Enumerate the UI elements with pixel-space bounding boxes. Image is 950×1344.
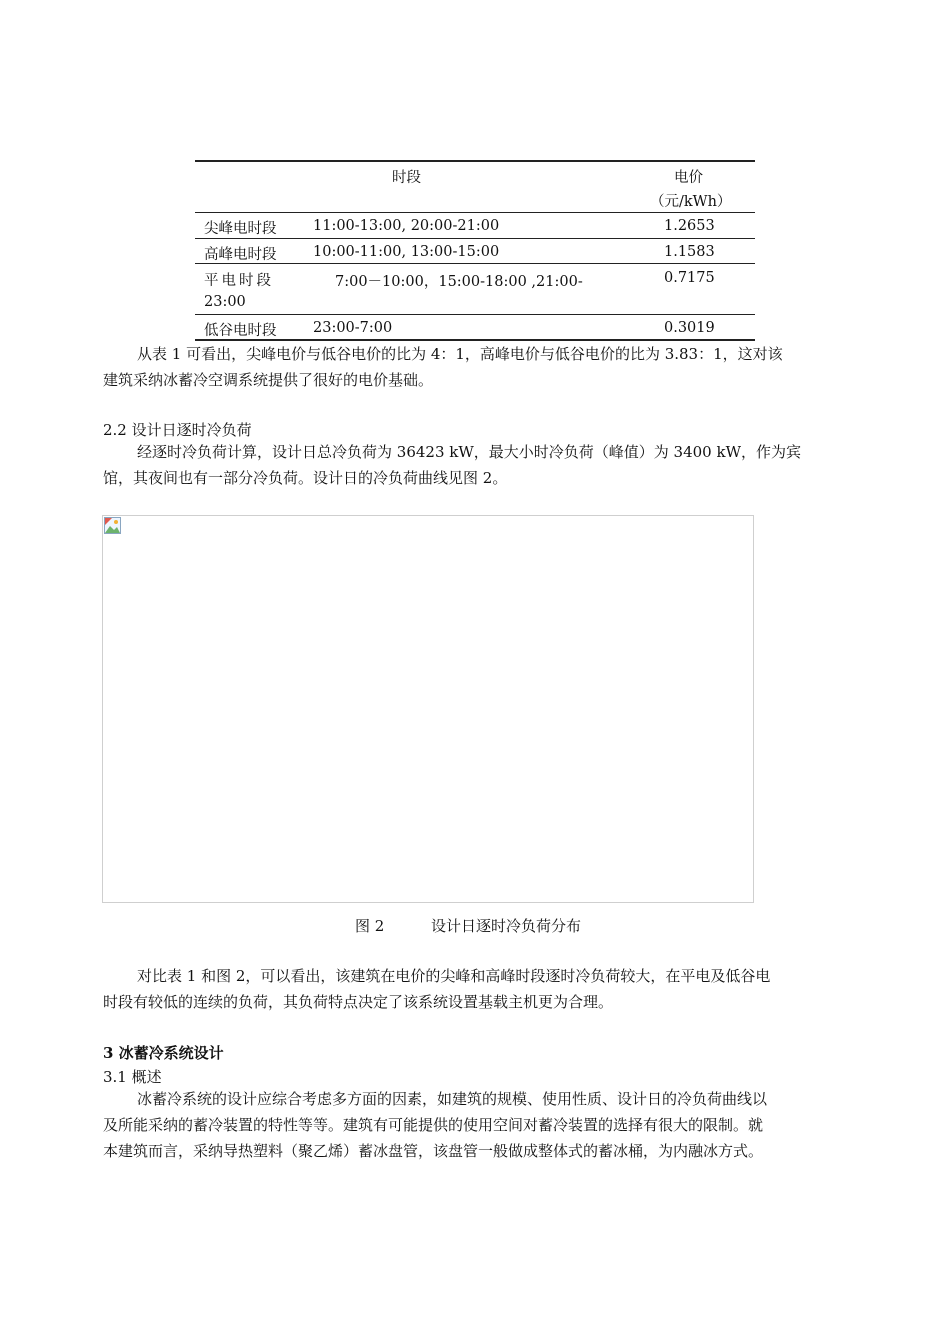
table-header-rule (195, 212, 755, 213)
paragraph-line: 时段有较低的连续的负荷，其负荷特点决定了该系统设置基载主机更为合理。 (103, 993, 614, 1011)
paragraph-line: 经逐时冷负荷计算，设计日总冷负荷为 36423 kW，最大小时冷负荷（峰值）为 3400 kW，作为宾 (137, 443, 801, 461)
figure-caption-text: 设计日逐时冷负荷分布 (431, 917, 582, 935)
row-label: 尖峰电时段 (204, 221, 277, 237)
paragraph-comparison (103, 963, 853, 1015)
row-price: 1.2653 (664, 218, 715, 234)
row-periods: 11:00-13:00, 20:00-21:00 (313, 218, 500, 234)
row-label: 高峰电时段 (204, 247, 277, 263)
table-row-rule (195, 263, 755, 264)
row-periods: 7:00－10:00，15:00-18:00 ,21:00- (335, 274, 583, 290)
paragraph-line: 本建筑而言，采纳导热塑料（聚乙烯）蓄冰盘管，该盘管一般做成整体式的蓄冰桶，为内融冰方式。 (103, 1142, 764, 1160)
section-heading-3-1: 3.1 概述 (103, 1068, 162, 1086)
figure-caption-number: 图 2 (355, 917, 385, 935)
table-row-rule (195, 238, 755, 239)
paragraph-line: 及所能采纳的蓄冷装置的特性等等。建筑有可能提供的使用空间对蓄冷装置的选择有很大的限制。就 (103, 1116, 764, 1134)
row-price: 0.7175 (664, 270, 715, 286)
table-header-period: 时段 (392, 170, 421, 186)
section-heading-3: 3 冰蓄冷系统设计 (103, 1044, 224, 1062)
table-top-rule (195, 160, 755, 162)
paragraph-line: 馆，其夜间也有一部分冷负荷。设计日的冷负荷曲线见图 2。 (103, 469, 508, 487)
section-heading-2-2: 2.2 设计日逐时冷负荷 (103, 421, 252, 439)
row-price: 0.3019 (664, 320, 715, 336)
paragraph-cooling-load (103, 439, 853, 491)
paragraph-line: 冰蓄冷系统的设计应综合考虑多方面的因素，如建筑的规模、使用性质、设计日的冷负荷曲线以 (137, 1090, 768, 1108)
row-label: 低谷电时段 (204, 323, 277, 339)
paragraph-price-ratio (103, 341, 853, 393)
row-periods: 23:00-7:00 (313, 320, 393, 336)
paragraph-overview (103, 1086, 853, 1164)
row-periods-continued: 23:00 (204, 294, 246, 310)
paragraph-line: 从表 1 可看出，尖峰电价与低谷电价的比为 4：1，高峰电价与低谷电价的比为 3.83：1，这对该 (137, 345, 783, 363)
paragraph-line: 对比表 1 和图 2，可以看出，该建筑在电价的尖峰和高峰时段逐时冷负荷较大，在平电及低谷电 (137, 967, 771, 985)
row-periods: 10:00-11:00, 13:00-15:00 (313, 244, 500, 260)
row-label: 平电时段 (204, 273, 274, 289)
paragraph-line: 建筑采纳冰蓄冷空调系统提供了很好的电价基础。 (103, 371, 434, 389)
table-header-unit: （元/kWh） (650, 194, 732, 210)
row-price: 1.1583 (664, 244, 715, 260)
table-header-price: 电价 (674, 170, 703, 186)
figure-2-placeholder (102, 515, 754, 903)
broken-image-icon (103, 516, 123, 536)
table-row-rule (195, 314, 755, 315)
